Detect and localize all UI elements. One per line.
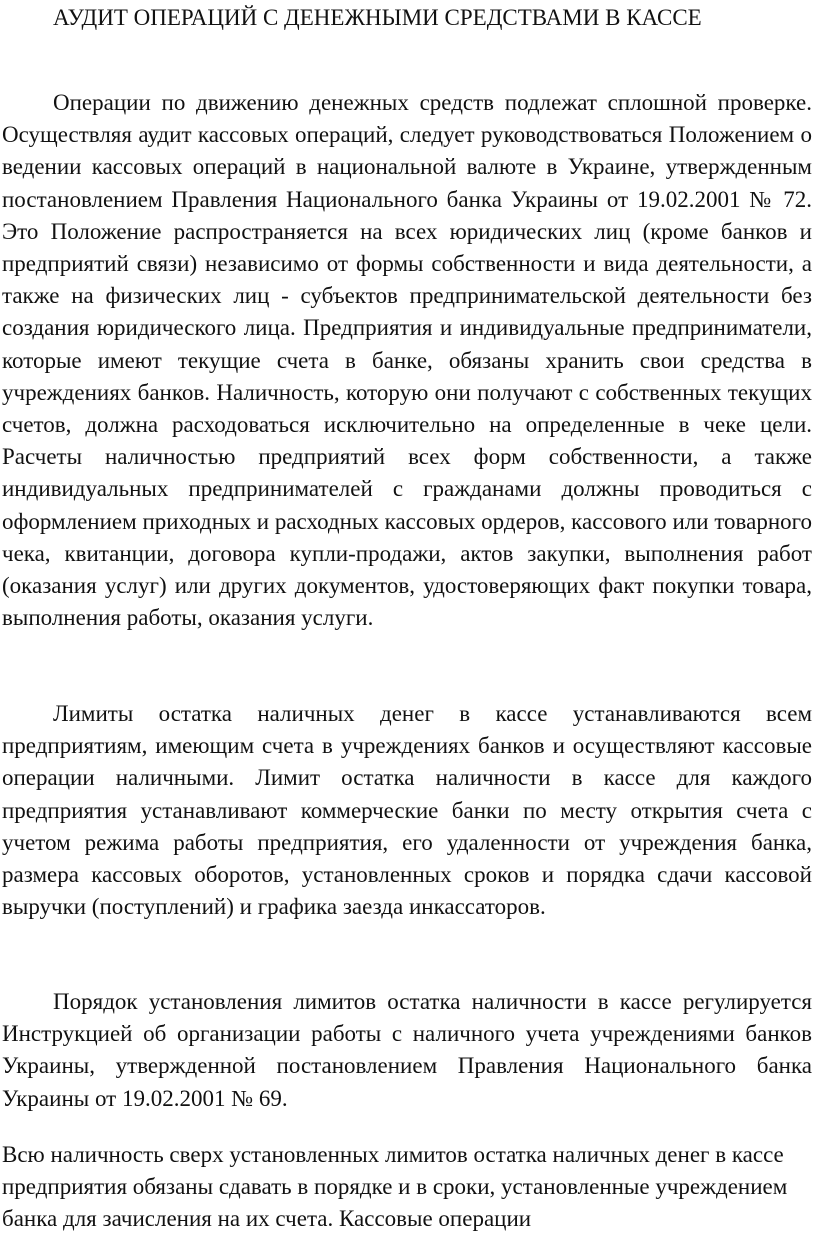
- paragraph-cash-limits: Лимиты остатка наличных денег в кассе устанавливаются всем предприятиям, имеющим счета в учреждениях банков и осуществляют кассовые операции наличными. Лимит остатка наличности в кассе для каждого предприятия устанавливают коммерческие банки по месту открытия счета с учетом режима работы предприятия, его удаленности от учреждения банка, размера кассовых оборотов, установленных сроков и порядка сдачи кассовой выручки (поступлений) и графика заезда инкассаторов.: [2, 701, 812, 920]
- document-title: АУДИТ ОПЕРАЦИЙ С ДЕНЕЖНЫМИ СРЕДСТВАМИ В КАССЕ: [53, 5, 702, 30]
- paragraph-cash-operations-audit: Операции по движению денежных средств подлежат сплошной проверке. Осуществляя аудит кассовых операций, следует руководствоваться Положением о ведении кассовых операций в национальной валюте в Украине, утвержденным постановлением Правления Национального банка Украины от 19.02.2001 № 72. Это Положение распространяется на всех юридических лиц (кроме банков и предприятий связи) независимо от формы собственности и вида деятельности, а также на физических лиц - субъектов предпринимательской деятельности без создания юридического лица. Предприятия и индивидуальные предприниматели, которые имеют текущие счета в банке, обязаны хранить свои средства в учреждениях банков. Наличность, которую они получают с собственных текущих счетов, должна расходоваться исключительно на определенные в чеке цели. Расчеты наличностью предприятий всех форм собственности, а также индивидуальных предпринимателей с гражданами должны проводиться с оформлением приходных и расходных кассовых ордеров, кассового или товарного чека, квитанции, договора купли-продажи, актов закупки, выполнения работ (оказания услуг) или других документов, удостоверяющих факт покупки товара, выполнения работы, оказания услуги.: [2, 90, 812, 631]
- paragraph-excess-cash: Всю наличность сверх установленных лимитов остатка наличных денег в кассе предприятия обязаны сдавать в порядке и в сроки, установленные учреждением банка для зачисления на их счета. Кассовые операции: [2, 1142, 788, 1232]
- paragraph-limit-procedure: Порядок установления лимитов остатка наличности в кассе регулируется Инструкцией об организации работы с наличного учета учреждениями банков Украины, утвержденной постановлением Правления Национального банка Украины от 19.02.2001 № 69.: [2, 989, 812, 1111]
